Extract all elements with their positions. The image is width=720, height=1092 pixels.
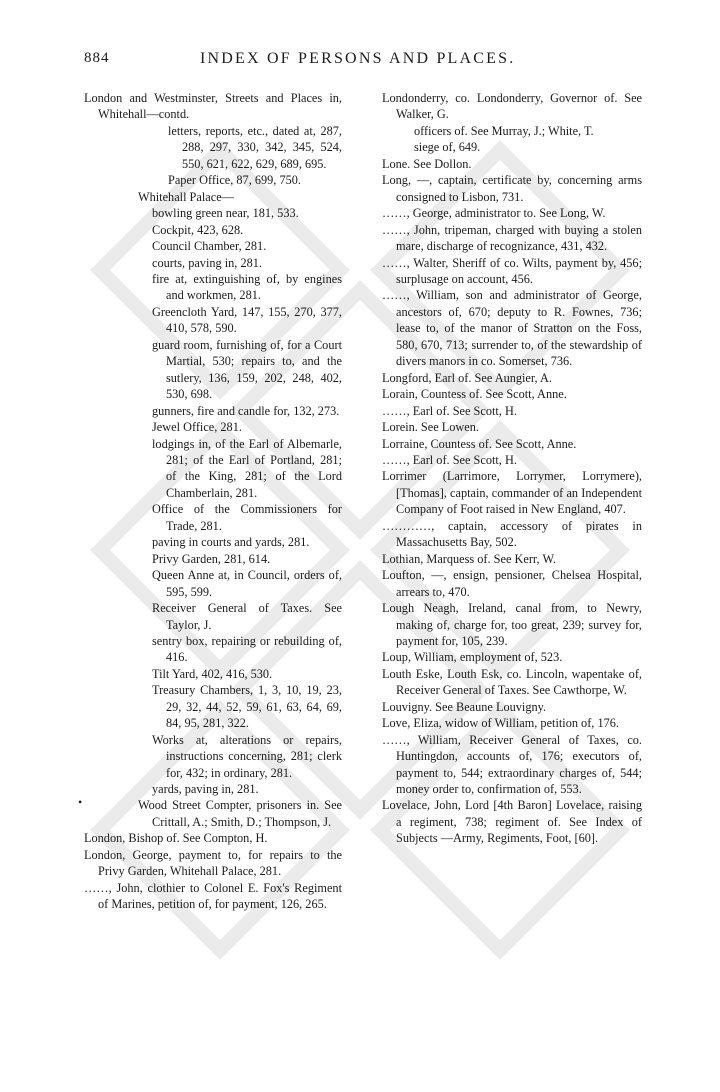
index-entry: paving in courts and yards, 281.: [152, 535, 310, 550]
index-entry: Lone. See Dollon.: [382, 156, 472, 171]
index-entry: Lorrimer (Larrimore, Lorrymer, Lorrymere), [Thomas], captain, commander of an Independent Company of Foot raised in New England, 407.: [382, 469, 642, 517]
index-entry: Love, Eliza, widow of William, petition of, 176.: [382, 716, 619, 731]
index-entry: letters, reports, etc., dated at, 287, 288, 297, 330, 342, 345, 524, 550, 621, 622, 629, 689, 695.: [168, 123, 342, 171]
index-entry: Lough Neagh, Ireland, canal from, to Newry, making of, charge for, too great, 239; survey for, payment for, 105, 239.: [382, 601, 642, 648]
index-entry: Lorain, Countess of. See Scott, Anne.: [382, 387, 567, 402]
index-entry: Queen Anne at, in Council, orders of, 595, 599.: [152, 568, 342, 599]
index-entry: sentry box, repairing or rebuilding of, 416.: [152, 633, 342, 665]
index-entry: ……, William, son and administrator of George, ancestors of, 670; deputy to R. Fownes, 736; lease to, of the manor of Stratton on the Foss, 580, 670, 713; surrender to, of the stewardship of divers manors in co. Somerset, 736.: [382, 288, 642, 369]
index-entry: ……, Earl of. See Scott, H.: [382, 403, 517, 418]
index-entry: ……, William, Receiver General of Taxes, co. Huntingdon, accounts of, 176; executors of, payment to, 544; extraordinary charges of, 544; money order to, confirmation of, 553.: [382, 732, 642, 797]
index-entry: Lorein. See Lowen.: [382, 420, 479, 435]
index-entry: courts, paving in, 281.: [152, 255, 262, 270]
index-entry: Londonderry, co. Londonderry, Governor of. See Walker, G.: [382, 91, 642, 122]
index-entry: Lorraine, Countess of. See Scott, Anne.: [382, 436, 577, 451]
index-entry: Longford, Earl of. See Aungier, A.: [382, 370, 552, 385]
index-entry: Receiver General of Taxes. See Taylor, J.: [152, 601, 342, 632]
page-number: 884: [84, 50, 110, 66]
index-entry: Tilt Yard, 402, 416, 530.: [152, 666, 273, 681]
index-entry: Paper Office, 87, 699, 750.: [168, 173, 301, 188]
index-entry: Cockpit, 423, 628.: [152, 222, 244, 237]
index-entry: Loup, William, employment of, 523.: [382, 650, 563, 665]
page-header: [84, 50, 644, 74]
margin-dot: •: [78, 795, 83, 809]
index-entry: bowling green near, 181, 533.: [152, 206, 299, 221]
index-entry: ……, John, clothier to Colonel E. Fox's Regiment of Marines, petition of, for payment, 126, 265.: [84, 880, 342, 912]
index-entry: London, George, payment to, for repairs to the Privy Garden, Whitehall Palace, 281.: [84, 847, 342, 879]
index-entry: Office of the Commissioners for Trade, 281.: [152, 502, 342, 533]
running-title: INDEX OF PERSONS AND PLACES.: [200, 50, 516, 67]
index-entry: Council Chamber, 281.: [152, 239, 267, 254]
index-entry: lodgings in, of the Earl of Albemarle, 281; of the Earl of Portland, 281; of the King, 281; of the Lord Chamberlain, 281.: [152, 436, 342, 500]
index-entry: Loufton, —, ensign, pensioner, Chelsea Hospital, arrears to, 470.: [382, 568, 642, 599]
index-entry: ……, Earl of. See Scott, H.: [382, 452, 517, 467]
index-entry: Greencloth Yard, 147, 155, 270, 377, 410, 578, 590.: [152, 304, 342, 336]
index-entry: siege of, 649.: [414, 140, 481, 155]
index-entry: Treasury Chambers, 1, 3, 10, 19, 23, 29, 32, 44, 52, 59, 61, 63, 64, 69, 84, 95, 281, 322.: [152, 683, 342, 731]
index-entry: ……, John, tripeman, charged with buying a stolen mare, discharge of recognizance, 431, 432.: [382, 222, 642, 254]
index-entry: Privy Garden, 281, 614.: [152, 551, 271, 566]
index-entry: London and Westminster, Streets and Places in, Whitehall—contd.: [84, 91, 342, 122]
index-entry: Louth Eske, Louth Esk, co. Lincoln, wapentake of, Receiver General of Taxes. See Cawthorpe, W.: [382, 666, 642, 698]
index-entry: gunners, fire and candle for, 132, 273.: [152, 403, 340, 418]
index-entry: guard room, furnishing of, for a Court Martial, 530; repairs to, and the sutlery, 136, 159, 202, 248, 402, 530, 698.: [152, 337, 342, 402]
index-entry: Wood Street Compter, prisoners in. See Crittall, A.; Smith, D.; Thompson, J.: [138, 798, 342, 829]
index-entry: Works at, alterations or repairs, instructions concerning, 281; clerk for, 432; in ordinary, 281.: [152, 732, 342, 780]
index-column-left: [84, 90, 342, 913]
index-entry: Louvigny. See Beaune Louvigny.: [382, 699, 547, 714]
index-entry: Whitehall Palace—: [138, 189, 234, 204]
index-entry: officers of. See Murray, J.; White, T.: [414, 123, 594, 138]
index-entry: Lothian, Marquess of. See Kerr, W.: [382, 551, 557, 566]
index-entry: yards, paving in, 281.: [152, 782, 259, 797]
index-entry: ……, Walter, Sheriff of co. Wilts, payment by, 456; surplusage on account, 456.: [382, 255, 642, 286]
index-entry: Lovelace, John, Lord [4th Baron] Lovelace, raising a regiment, 738; regiment of. See Index of Subjects —Army, Regiments, Foot, [60].: [382, 798, 642, 846]
index-entry: London, Bishop of. See Compton, H.: [84, 831, 268, 846]
index-entry: Long, —, captain, certificate by, concerning arms consigned to Lisbon, 731.: [382, 173, 642, 204]
index-entry: fire at, extinguishing of, by engines and workmen, 281.: [152, 271, 342, 303]
index-entry: Jewel Office, 281.: [152, 420, 242, 435]
index-column-right: [382, 90, 642, 847]
index-entry: …………, captain, accessory of pirates in Massachusetts Bay, 502.: [382, 518, 642, 550]
index-entry: ……, George, administrator to. See Long, W.: [382, 206, 606, 221]
